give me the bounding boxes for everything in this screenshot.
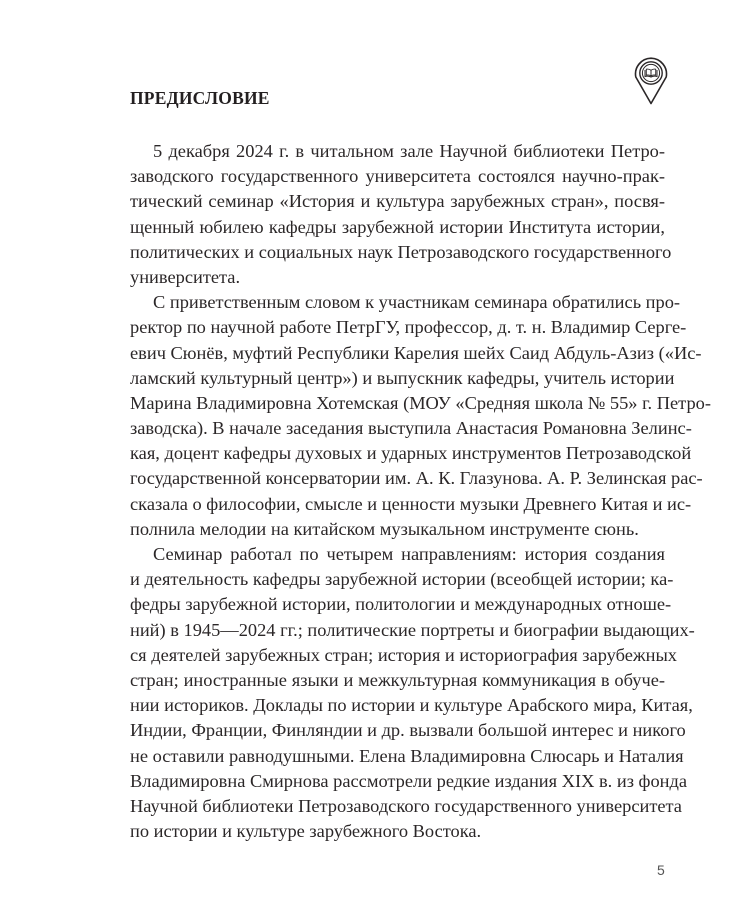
page-number: 5: [657, 862, 665, 878]
text-line: государственной консерватории им. А. К. Глазунова. А. Р. Зелинская рас-: [130, 468, 703, 489]
text-line: Владимировна Смирнова рассмотрели редкие издания XIX в. из фонда: [130, 770, 688, 791]
text-line: Научной библиотеки Петрозаводского государственного университета: [130, 795, 682, 816]
body-text: [130, 139, 711, 844]
text-line: кая, доцент кафедры духовых и ударных инструментов Петрозаводской: [130, 443, 692, 464]
text-line: и деятельность кафедры зарубежной истории (всеобщей истории; ка-: [130, 569, 674, 590]
text-line: ламский культурный центр») и выпускник кафедры, учитель истории: [130, 367, 675, 388]
text-line: Марина Владимировна Хотемская (МОУ «Средняя школа № 55» г. Петро-: [130, 392, 711, 413]
text-line: полнила мелодии на китайском музыкальном инструменте сюнь.: [130, 518, 639, 539]
text-line: политических и социальных наук Петрозаводского государственного: [130, 241, 672, 262]
text-line: Семинар работал по четырем направлениям: история создания: [153, 544, 665, 564]
text-line: ректор по научной работе ПетрГУ, профессор, д. т. н. Владимир Серге-: [130, 317, 687, 338]
paragraph-3: [130, 542, 695, 844]
paragraph-1: [130, 139, 672, 290]
text-line: ний) в 1945—2024 гг.; политические портреты и биографии выдающих-: [130, 619, 695, 640]
text-line: не оставили равнодушными. Елена Владимировна Слюсарь и Наталия: [130, 745, 684, 766]
text-line: Индии, Франции, Финляндии и др. вызвали большой интерес и никого: [130, 720, 686, 741]
text-line: по истории и культуре зарубежного Востока.: [130, 821, 482, 842]
text-line: 5 декабря 2024 г. в читальном зале Научной библиотеки Петро-: [153, 141, 665, 161]
text-line: федры зарубежной истории, политологии и международных отноше-: [130, 594, 672, 615]
text-line: университета.: [130, 266, 241, 287]
text-line: евич Сюнёв, муфтий Республики Карелия шейх Саид Абдуль-Азиз («Ис-: [130, 342, 702, 363]
text-line: ся деятелей зарубежных стран; история и историография зарубежных: [130, 644, 677, 665]
text-line: тический семинар «История и культура зарубежных стран», посвя-: [130, 191, 665, 212]
text-line: С приветственным словом к участникам семинара обратились про-: [153, 292, 681, 313]
text-line: стран; иностранные языки и межкультурная коммуникация в обуче-: [130, 669, 665, 690]
paragraph-2: [130, 290, 711, 542]
text-line: заводска). В начале заседания выступила Анастасия Романовна Зелинс-: [130, 418, 692, 439]
text-line: нии историков. Доклады по истории и культуре Арабского мира, Китая,: [130, 695, 693, 716]
text-line: сказала о философии, смысле и ценности музыки Древнего Китая и ис-: [130, 493, 692, 514]
text-line: заводского государственного университета состоялся научно-прак-: [130, 166, 665, 187]
section-heading: ПРЕДИСЛОВИЕ: [130, 88, 270, 108]
text-line: щенный юбилею кафедры зарубежной истории Института истории,: [130, 216, 665, 237]
book-location-pin-icon: [634, 57, 668, 105]
